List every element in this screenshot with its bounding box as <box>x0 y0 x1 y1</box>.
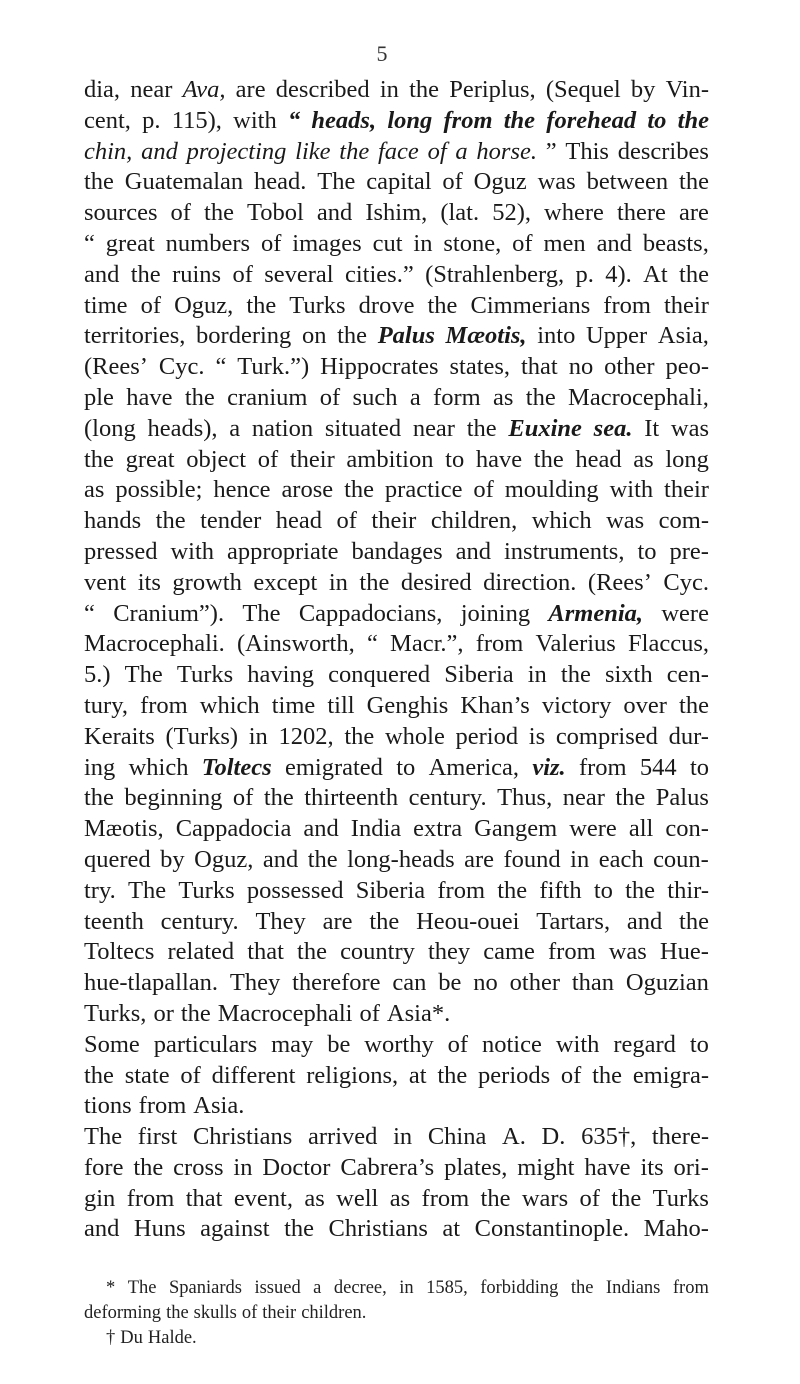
text-line: The first Christians arrived in China A. D. 635†, there- <box>84 1123 709 1151</box>
text-line: as possible; hence arose the practice of moulding with their <box>84 476 709 504</box>
text-line: 5.) The Turks having conquered Siberia in the sixth cen- <box>84 661 709 689</box>
footnotes <box>84 1276 709 1351</box>
page-number: 5 <box>376 41 388 66</box>
text-line: Macrocephali. (Ainsworth, “ Macr.”, from Valerius Flaccus, <box>84 630 709 658</box>
body-text <box>84 75 709 1245</box>
footnote-line: † Du Halde. <box>106 1328 197 1348</box>
text-line: teenth century. They are the Heou-ouei Tartars, and the <box>84 907 709 935</box>
text-line: try. The Turks possessed Siberia from the fifth to the thir- <box>84 876 709 904</box>
text-line: sources of the Tobol and Ishim, (lat. 52), where there are <box>84 199 709 227</box>
text-line: quered by Oguz, and the long-heads are found in each coun- <box>84 845 709 873</box>
text-line: territories, bordering on the Palus Mæotis, into Upper Asia, <box>84 322 709 350</box>
text-line: (long heads), a nation situated near the Euxine sea. It was <box>84 414 709 442</box>
text-line: gin from that event, as well as from the wars of the Turks <box>84 1184 709 1212</box>
text-line: fore the cross in Doctor Cabrera’s plates, might have its ori- <box>84 1153 709 1181</box>
text-line: and the ruins of several cities.” (Strahlenberg, p. 4). At the <box>84 260 709 288</box>
text-line: the great object of their ambition to have the head as long <box>84 445 709 473</box>
text-line: cent, p. 115), with “ heads, long from the forehead to the <box>84 106 709 134</box>
text-line: vent its growth except in the desired direction. (Rees’ Cyc. <box>84 568 709 596</box>
text-line: the beginning of the thirteenth century. Thus, near the Palus <box>84 784 709 812</box>
text-line: “ Cranium”). The Cappadocians, joining Armenia, were <box>84 599 709 627</box>
footnote-line: deforming the skulls of their children. <box>84 1303 367 1323</box>
text-line: Some particulars may be worthy of notice with regard to <box>84 1030 709 1058</box>
text-line: “ great numbers of images cut in stone, of men and beasts, <box>84 229 709 257</box>
text-line: hue-tlapallan. They therefore can be no other than Oguzian <box>84 969 709 997</box>
text-line: (Rees’ Cyc. “ Turk.”) Hippocrates states, that no other peo- <box>84 353 709 381</box>
footnote-line: * The Spaniards issued a decree, in 1585, forbidding the Indians from <box>106 1278 709 1298</box>
text-line: Mæotis, Cappadocia and India extra Gangem were all con- <box>84 815 709 843</box>
text-line: Keraits (Turks) in 1202, the whole period is comprised dur- <box>84 722 709 750</box>
text-line: hands the tender head of their children, which was com- <box>84 507 709 535</box>
text-line: tions from Asia. <box>84 1092 245 1120</box>
text-line: Toltecs related that the country they came from was Hue- <box>84 938 709 966</box>
text-line: tury, from which time till Genghis Khan’s victory over the <box>84 691 709 719</box>
text-line: time of Oguz, the Turks drove the Cimmerians from their <box>84 291 709 319</box>
text-line: the Guatemalan head. The capital of Oguz was between the <box>84 168 709 196</box>
text-line: pressed with appropriate bandages and instruments, to pre- <box>84 537 709 565</box>
text-line: the state of different religions, at the periods of the emigra- <box>84 1061 709 1089</box>
text-line: Turks, or the Macrocephali of Asia*. <box>84 999 451 1027</box>
text-line: ing which Toltecs emigrated to America, viz. from 544 to <box>84 753 709 781</box>
text-line: ple have the cranium of such a form as the Macrocephali, <box>84 383 709 411</box>
text-line: dia, near Ava, are described in the Periplus, (Sequel by Vin- <box>84 76 709 103</box>
text-line: and Huns against the Christians at Constantinople. Maho- <box>84 1215 709 1243</box>
text-line: chin, and projecting like the face of a horse. ” This describes <box>84 137 709 165</box>
